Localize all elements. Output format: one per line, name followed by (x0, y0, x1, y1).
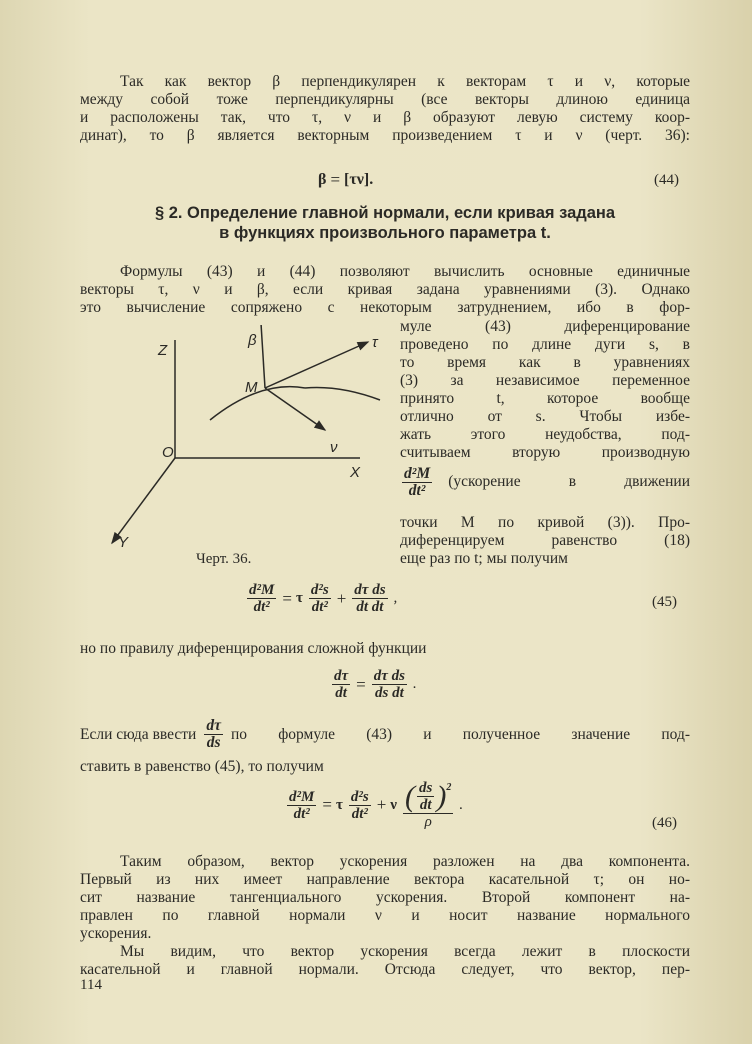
heading-line: в функциях произвольного параметра t. (219, 224, 551, 242)
denominator: dt (419, 797, 432, 813)
text-line: считываем вторую производную (400, 444, 690, 461)
equation-46 (285, 780, 463, 830)
numerator: ds (419, 780, 433, 796)
eq-sign: = (322, 795, 332, 814)
curve (305, 388, 380, 401)
figure-36 (100, 325, 400, 555)
eq-sign: = (356, 674, 366, 694)
text-line: Так как вектор β перпендикулярен к векторам τ и ν, которые (120, 73, 690, 90)
equation-number: (44) (654, 172, 679, 188)
eq-lhs: β (318, 171, 327, 188)
y-axis (112, 458, 175, 543)
label-tau: τ (372, 334, 378, 351)
numerator: d²M (404, 464, 431, 482)
text-line: (ускорение в движении (448, 473, 690, 490)
fraction (402, 466, 432, 499)
punctuation: , (393, 590, 398, 606)
denominator: ds (206, 734, 221, 751)
text-line: векторы τ, ν и β, если кривая задана уравнениями (3). Однако (80, 281, 690, 298)
text-line: диференцируем равенство (18) (400, 532, 690, 549)
text-line: Формулы (43) и (44) позволяют вычислить основные единичные (120, 263, 690, 280)
equation-45 (245, 582, 397, 615)
chain-rule-line (80, 640, 690, 658)
fraction (247, 582, 276, 615)
tau-vector (265, 342, 368, 388)
denominator: dt² (253, 599, 270, 615)
denominator: dt² (351, 805, 368, 822)
numerator: ( $\frac{ds}{dt}$ ) $^2$ (405, 779, 452, 813)
page-number: 114 (80, 977, 102, 993)
eq-rhs: [τν]. (344, 171, 374, 188)
fraction (349, 789, 371, 822)
denominator: ds dt (375, 685, 404, 701)
curve (210, 387, 305, 420)
fraction (372, 668, 407, 701)
paragraph-3 (80, 853, 690, 979)
label-nu: ν (330, 439, 338, 456)
numerator: dτ ds (373, 668, 406, 684)
numerator: dτ (334, 668, 349, 684)
eq-sign: = (330, 170, 341, 189)
text-line: касательной и главной нормали. Отсюда следует, что вектор, пер- (80, 961, 690, 978)
denominator: dt (335, 685, 347, 701)
text-line: еще раз по t; мы получим (400, 550, 568, 567)
symbol-nu: ν (390, 796, 397, 813)
text: Если сюда ввести (80, 725, 197, 743)
text-line: жать этого неудобства, под- (400, 426, 690, 443)
paragraph-2-column (400, 318, 690, 568)
punctuation: . (459, 796, 464, 813)
heading-line: § 2. Определение главной нормали, если кривая задана (154, 204, 616, 222)
numerator: dτ ds (354, 582, 386, 598)
nu-vector (265, 388, 325, 430)
punctuation: . (413, 676, 417, 692)
denominator: ρ (424, 814, 432, 830)
equation-chain-rule (330, 668, 417, 701)
text-line: но по правилу диференцирования сложной функции (80, 640, 427, 657)
label-m: M (245, 379, 258, 396)
text-line: это вычисление сопряжено с некоторым затруднением, ибо в фор- (80, 299, 690, 316)
equation-44 (318, 170, 373, 190)
paragraph-1 (80, 73, 690, 145)
label-y: Y (118, 534, 129, 551)
numerator: d²M (289, 788, 315, 805)
text-line: точки M по кривой (3)). Про- (400, 514, 690, 531)
label-o: O (162, 444, 174, 461)
text-line: (3) за независимое переменное (400, 372, 690, 389)
inner-fraction (417, 780, 434, 813)
fraction (204, 718, 223, 751)
denominator: dt² (293, 805, 310, 822)
text-line: ставить в равенство (45), то получим (80, 758, 324, 775)
denominator: dt² (408, 481, 426, 499)
text-line: принято t, которое вообще (400, 390, 690, 407)
fraction (332, 668, 350, 701)
label-z: Z (158, 342, 168, 359)
text-line: сит название тангенциального ускорения. Второй компонент на- (80, 889, 690, 906)
figure-caption: Черт. 36. (196, 551, 252, 567)
label-beta: β (248, 332, 257, 349)
text-line: динат), то β является векторным произведением τ и ν (черт. 36): (80, 127, 690, 144)
text-line: ускорения. (80, 925, 152, 942)
numerator: d²s (310, 582, 329, 598)
text-line: то время как в уравнениях (400, 354, 690, 371)
symbol-tau: τ (295, 590, 303, 606)
numerator: d²s (350, 788, 369, 805)
text-line: между собой тоже перпендикулярны (все векторы длиною единица (80, 91, 690, 108)
plus-sign: + (376, 795, 387, 814)
inline-fraction-line (400, 462, 690, 502)
text: по формуле (43) и полученное значение под- (230, 725, 690, 743)
fraction (309, 582, 331, 615)
beta-vector (260, 325, 265, 388)
text-line-if (80, 718, 690, 751)
text-line: проведено по длине дуги s, в (400, 336, 690, 353)
denominator: dt dt (356, 599, 384, 615)
numerator: dτ (206, 717, 221, 734)
plus-sign: + (336, 588, 347, 608)
text-line: Мы видим, что вектор ускорения всегда лежит в плоскости (120, 943, 690, 960)
equation-number: (46) (652, 815, 677, 831)
denominator: dt² (311, 599, 328, 615)
eq-sign: = (282, 588, 292, 608)
section-heading (80, 203, 690, 243)
fraction (352, 582, 387, 615)
numerator: d²M (249, 582, 275, 598)
fraction (403, 780, 453, 830)
symbol-tau: τ (335, 796, 343, 813)
paragraph-2 (80, 263, 690, 317)
text-line: муле (43) диференцирование (400, 318, 690, 335)
equation-number: (45) (652, 594, 677, 610)
text-line: и расположены так, что τ, ν и β образуют левую систему коор- (80, 109, 690, 126)
substitute-line (80, 758, 690, 776)
exponent: 2 (446, 782, 452, 793)
text-line: правлен по главной нормали ν и носит название нормального (80, 907, 690, 924)
text-line: Первый из них имеет направление вектора касательной τ; он но- (80, 871, 690, 888)
label-x: X (350, 464, 361, 481)
text-line: отлично от s. Чтобы избе- (400, 408, 690, 425)
fraction (287, 789, 316, 822)
text-line: Таким образом, вектор ускорения разложен на два компонента. (120, 853, 690, 870)
